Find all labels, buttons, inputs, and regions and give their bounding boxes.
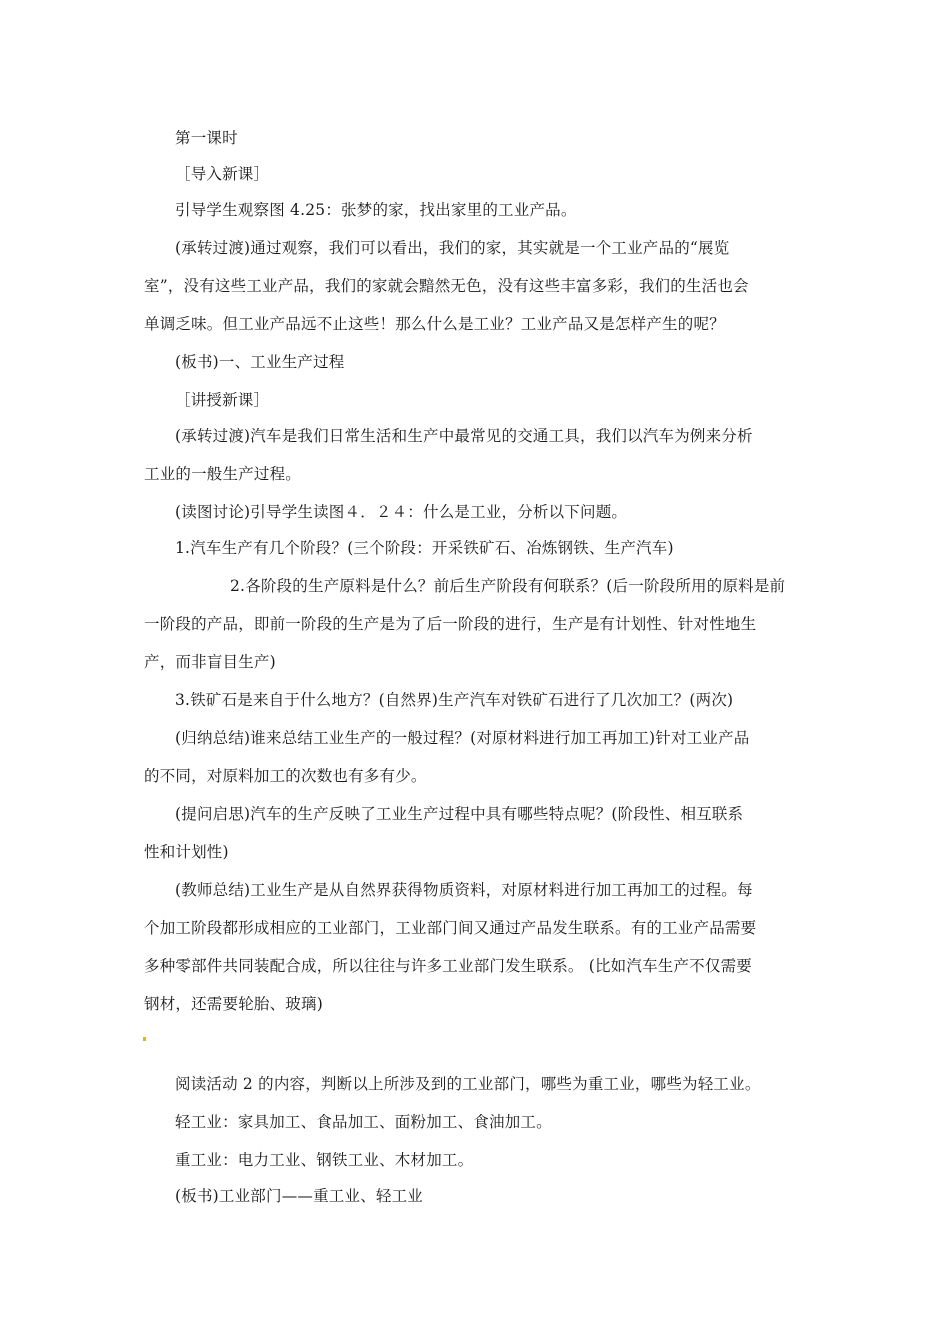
lesson-period: 第一课时 bbox=[175, 129, 238, 147]
section-lecture-heading: ［讲授新课］ bbox=[175, 391, 270, 409]
paragraph-line: 钢材，还需要轮胎、玻璃) bbox=[144, 995, 323, 1013]
paragraph-line: 多种零部件共同装配合成，所以往往与许多工业部门发生联系。 (比如汽车生产不仅需要 bbox=[144, 957, 752, 975]
paragraph-line: (承转过渡)通过观察，我们可以看出，我们的家，其实就是一个工业产品的“展览 bbox=[175, 239, 730, 257]
board-note: (板书)一、工业生产过程 bbox=[175, 353, 345, 371]
paragraph-line: 性和计划性) bbox=[144, 843, 229, 861]
section-intro-heading: ［导入新课］ bbox=[175, 165, 270, 183]
paragraph-line: 工业的一般生产过程。 bbox=[144, 465, 302, 483]
heavy-industry-line: 重工业：电力工业、钢铁工业、木材加工。 bbox=[175, 1151, 474, 1169]
paragraph-line: (承转过渡)汽车是我们日常生活和生产中最常见的交通工具，我们以汽车为例来分析 bbox=[175, 427, 753, 445]
stray-mark bbox=[143, 1037, 146, 1041]
paragraph-line: (教师总结)工业生产是从自然界获得物质资料，对原材料进行加工再加工的过程。每 bbox=[175, 881, 753, 899]
light-industry-line: 轻工业：家具加工、食品加工、面粉加工、食油加工。 bbox=[175, 1113, 552, 1131]
paragraph-line: (归纳总结)谁来总结工业生产的一般过程？(对原材料进行加工再加工)针对工业产品 bbox=[175, 729, 750, 747]
paragraph-line: (提问启思)汽车的生产反映了工业生产过程中具有哪些特点呢？(阶段性、相互联系 bbox=[175, 805, 744, 823]
question-item: 1.汽车生产有几个阶段？(三个阶段：开采铁矿石、冶炼钢铁、生产汽车) bbox=[175, 539, 674, 557]
question-item: 3.铁矿石是来自于什么地方？(自然界)生产汽车对铁矿石进行了几次加工？(两次) bbox=[175, 691, 734, 709]
paragraph-line: 阅读活动 2 的内容，判断以上所涉及到的工业部门，哪些为重工业，哪些为轻工业。 bbox=[175, 1075, 761, 1093]
paragraph-line: 的不同，对原料加工的次数也有多有少。 bbox=[144, 767, 427, 785]
board-note: (板书)工业部门——重工业、轻工业 bbox=[175, 1187, 423, 1205]
paragraph-line: 引导学生观察图 4.25：张梦的家，找出家里的工业产品。 bbox=[175, 201, 577, 219]
paragraph-line: 室”，没有这些工业产品，我们的家就会黯然无色，没有这些丰富多彩，我们的生活也会 bbox=[144, 277, 749, 295]
paragraph-line: 个加工阶段都形成相应的工业部门，工业部门间又通过产品发生联系。有的工业产品需要 bbox=[144, 919, 757, 937]
paragraph-line: (读图讨论)引导学生读图４．２４：什么是工业，分析以下问题。 bbox=[175, 503, 628, 521]
paragraph-line: 单调乏味。但工业产品远不止这些！那么什么是工业？工业产品又是怎样产生的呢？ bbox=[144, 315, 725, 333]
paragraph-line: 一阶段的产品，即前一阶段的生产是为了后一阶段的进行，生产是有计划性、针对性地生 bbox=[144, 615, 757, 633]
question-item: 2.各阶段的生产原料是什么？前后生产阶段有何联系？(后一阶段所用的原料是前 bbox=[230, 577, 786, 595]
paragraph-line: 产，而非盲目生产) bbox=[144, 653, 276, 671]
